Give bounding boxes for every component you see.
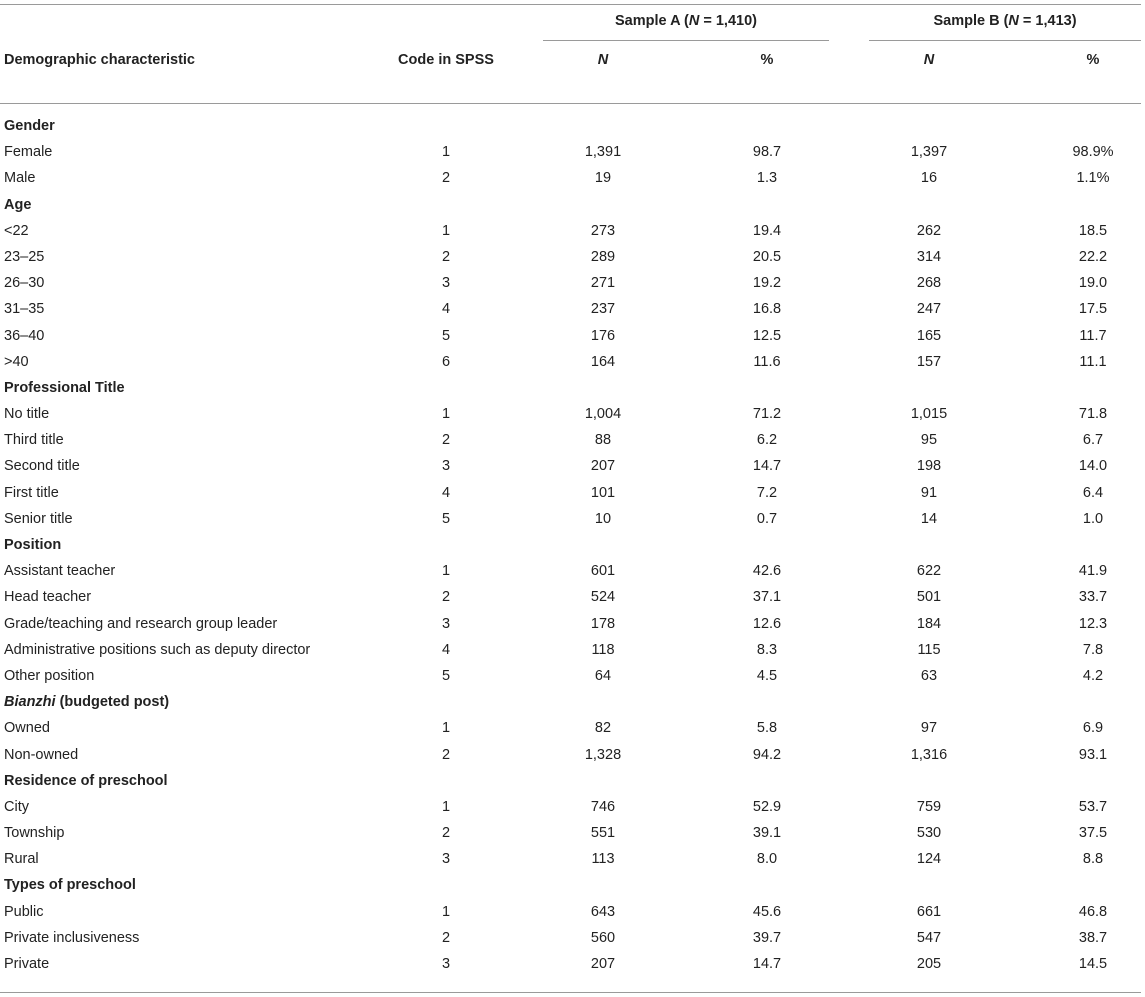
group-label: Types of preschool: [4, 877, 136, 894]
sample-a-n-cell: 164: [590, 353, 616, 370]
group-label: Gender: [4, 118, 55, 134]
sample-b-n-cell: 97: [920, 720, 938, 737]
sample-a-percent-cell: 52.9: [752, 798, 782, 815]
sample-b-percent-cell: 4.2: [1082, 667, 1104, 684]
code-cell: 1: [441, 563, 451, 580]
table-row: [0, 951, 1141, 977]
sample-b-n-cell: 1,397: [910, 144, 948, 161]
group-header-row: [0, 375, 1141, 401]
table-row: [0, 165, 1141, 191]
table-row: [0, 846, 1141, 872]
sample-b-n-cell: 91: [920, 484, 938, 501]
table-row: [0, 427, 1141, 453]
sample-a-n-cell: 19: [594, 170, 612, 187]
sample-b-percent-cell: 11.1: [1079, 353, 1107, 370]
row-label: Rural: [4, 851, 39, 868]
code-cell: 1: [441, 720, 451, 737]
group-header-row: [0, 113, 1141, 139]
table-row: [0, 453, 1141, 479]
code-column-header: Code in SPSS: [398, 52, 494, 68]
sample-a-percent-cell: 20.5: [752, 248, 782, 265]
sample-a-n-cell: 273: [590, 222, 616, 239]
sample-a-n-cell: 82: [594, 720, 612, 737]
sample-a-percent-cell: 6.2: [756, 432, 778, 449]
header-rule: [0, 103, 1141, 104]
table-row: [0, 323, 1141, 349]
code-cell: 5: [441, 327, 451, 344]
sample-b-n-cell: 198: [916, 458, 942, 475]
sample-a-n-cell: 271: [590, 275, 616, 292]
sample-a-n-cell: 560: [590, 929, 616, 946]
sample-b-percent-cell: 14.5: [1078, 956, 1108, 972]
table-row: [0, 742, 1141, 768]
sample-a-percent-cell: 0.7: [756, 510, 778, 527]
sample-a-span-rule: [543, 40, 829, 41]
row-label: Male: [4, 170, 36, 187]
sample-a-n-cell: 1,391: [584, 144, 622, 161]
sample-b-percent-cell: 93.1: [1078, 746, 1108, 763]
group-header-row: [0, 192, 1141, 218]
sample-a-n-cell: 178: [590, 615, 616, 632]
sample-a-percent-cell: 42.6: [752, 563, 782, 580]
code-cell: 2: [441, 248, 451, 265]
sample-a-n-cell: 118: [591, 641, 615, 658]
row-label: Third title: [4, 432, 64, 449]
sample-b-percent-cell: 37.5: [1078, 825, 1108, 842]
group-label: Position: [4, 537, 62, 553]
row-label: City: [4, 798, 29, 815]
code-cell: 1: [441, 798, 451, 815]
sample-a-n-cell: 113: [591, 851, 615, 868]
table-row: [0, 794, 1141, 820]
code-cell: 1: [441, 406, 451, 423]
sample-a-percent-cell: 12.5: [752, 327, 782, 344]
sample-a-n-cell: 289: [590, 248, 616, 265]
row-label: No title: [4, 406, 50, 423]
sample-b-header: Sample B (N = 1,413): [933, 13, 1077, 29]
sample-a-n-cell: 207: [590, 956, 616, 972]
sample-b-n-column-header: N: [923, 52, 935, 68]
sample-a-percent-cell: 16.8: [752, 301, 782, 318]
table-row: [0, 611, 1141, 637]
sample-b-n-cell: 262: [916, 222, 942, 239]
sample-a-percent-cell: 39.7: [752, 929, 782, 946]
sample-b-percent-cell: 38.7: [1078, 929, 1108, 946]
row-label: 23–25: [4, 248, 45, 265]
sample-a-n-cell: 524: [590, 589, 616, 606]
sample-a-percent-cell: 8.0: [756, 851, 778, 868]
row-label: Second title: [4, 458, 80, 475]
sample-a-percent-cell: 94.2: [752, 746, 782, 763]
row-label: >40: [4, 353, 29, 370]
row-label: Public: [4, 903, 44, 920]
table-row: [0, 558, 1141, 584]
sample-a-percent-cell: 45.6: [752, 903, 782, 920]
group-label: Professional Title: [4, 379, 125, 396]
table-row: [0, 270, 1141, 296]
row-label: Other position: [4, 667, 95, 684]
table-row: [0, 663, 1141, 689]
sample-a-percent-cell: 71.2: [752, 406, 782, 423]
table-row: [0, 480, 1141, 506]
code-cell: 2: [441, 589, 451, 606]
sample-b-percent-column-header: %: [1086, 52, 1100, 68]
sample-a-percent-cell: 14.7: [752, 458, 782, 475]
table-row: [0, 218, 1141, 244]
table-row: [0, 637, 1141, 663]
sample-b-n-cell: 268: [916, 275, 942, 292]
group-label-italic: Bianzhi: [4, 694, 56, 711]
code-cell: 2: [441, 432, 451, 449]
sample-a-percent-cell: 4.5: [756, 667, 778, 684]
sample-b-percent-cell: 22.2: [1078, 248, 1108, 265]
group-header-row: [0, 872, 1141, 898]
sample-b-percent-cell: 6.4: [1082, 484, 1104, 501]
sample-b-percent-cell: 8.8: [1082, 851, 1104, 868]
group-header-row: [0, 532, 1141, 558]
sample-a-percent-cell: 98.7: [752, 144, 782, 161]
code-cell: 4: [441, 301, 451, 318]
sample-b-percent-cell: 41.9: [1078, 563, 1108, 580]
top-rule: [0, 4, 1141, 5]
sample-b-percent-cell: 14.0: [1078, 458, 1108, 475]
code-cell: 6: [441, 353, 451, 370]
sample-b-n-cell: 124: [916, 851, 942, 868]
row-label: Private: [4, 956, 50, 972]
sample-b-percent-cell: 1.0: [1082, 510, 1104, 527]
sample-b-n-cell: 95: [920, 432, 938, 449]
sample-b-n-cell: 165: [916, 327, 942, 344]
sample-a-n-cell: 551: [590, 825, 616, 842]
sample-b-n-cell: 184: [916, 615, 942, 632]
sample-a-percent-cell: 12.6: [752, 615, 782, 632]
row-label: Senior title: [4, 510, 73, 527]
sample-b-percent-cell: 53.7: [1078, 798, 1108, 815]
code-cell: 3: [441, 956, 451, 972]
group-header-row: [0, 689, 1141, 715]
row-label: Township: [4, 825, 65, 842]
table-row: [0, 820, 1141, 846]
code-cell: 2: [441, 746, 451, 763]
code-cell: 4: [441, 641, 451, 658]
sample-b-n-cell: 247: [916, 301, 942, 318]
sample-a-header: Sample A (N = 1,410): [615, 13, 757, 29]
sample-b-n-cell: 16: [920, 170, 938, 187]
sample-b-n-cell: 115: [917, 641, 941, 658]
sample-b-percent-cell: 11.7: [1079, 327, 1107, 344]
sample-b-percent-cell: 46.8: [1078, 903, 1108, 920]
table-row: [0, 715, 1141, 741]
sample-a-percent-cell: 14.7: [752, 956, 782, 972]
sample-b-percent-cell: 17.5: [1078, 301, 1108, 318]
sample-a-percent-cell: 5.8: [756, 720, 778, 737]
row-label: Assistant teacher: [4, 563, 116, 580]
table-row: [0, 296, 1141, 322]
code-cell: 3: [441, 458, 451, 475]
table-row: [0, 244, 1141, 270]
sample-b-percent-cell: 12.3: [1078, 615, 1108, 632]
sample-b-percent-cell: 98.9%: [1072, 144, 1114, 161]
sample-b-percent-cell: 6.7: [1082, 432, 1104, 449]
sample-b-percent-cell: 18.5: [1078, 222, 1108, 239]
sample-b-percent-cell: 33.7: [1078, 589, 1108, 606]
sample-b-percent-cell: 1.1%: [1076, 170, 1110, 187]
group-label: Age: [4, 196, 32, 213]
row-label: Owned: [4, 720, 50, 737]
row-label: Private inclusiveness: [4, 929, 140, 946]
sample-b-n-cell: 314: [916, 248, 942, 265]
bottom-rule: [0, 992, 1141, 993]
sample-b-n-cell: 501: [916, 589, 942, 606]
code-cell: 2: [441, 825, 451, 842]
sample-a-n-cell: 237: [590, 301, 616, 318]
group-label-suffix: (budgeted post): [55, 694, 170, 711]
table-row: [0, 584, 1141, 610]
row-label: First title: [4, 484, 59, 501]
sample-a-n-cell: 207: [590, 458, 616, 475]
sample-a-n-cell: 10: [594, 510, 612, 527]
code-cell: 1: [441, 903, 451, 920]
sample-a-n-cell: 88: [594, 432, 612, 449]
table-row: [0, 349, 1141, 375]
sample-a-n-cell: 101: [590, 484, 616, 501]
sample-b-n-cell: 1,316: [910, 746, 948, 763]
sample-b-percent-cell: 6.9: [1082, 720, 1104, 737]
row-label: Administrative positions such as deputy director: [4, 641, 311, 658]
sample-b-n-cell: 547: [916, 929, 942, 946]
row-label: <22: [4, 222, 29, 239]
table-row: [0, 925, 1141, 951]
code-cell: 1: [441, 144, 451, 161]
row-label: 36–40: [4, 327, 45, 344]
sample-a-percent-cell: 7.2: [756, 484, 778, 501]
table-body: [0, 113, 1141, 977]
sample-b-n-cell: 1,015: [910, 406, 948, 423]
code-cell: 3: [441, 851, 451, 868]
sample-b-n-cell: 205: [916, 956, 942, 972]
row-label: Head teacher: [4, 589, 92, 606]
row-label: 31–35: [4, 301, 45, 318]
row-label: Female: [4, 144, 53, 161]
sample-a-percent-cell: 37.1: [752, 589, 782, 606]
code-cell: 1: [441, 222, 451, 239]
group-label: Residence of preschool: [4, 772, 168, 789]
code-cell: 3: [441, 275, 451, 292]
sample-b-percent-cell: 19.0: [1078, 275, 1108, 292]
sample-a-percent-cell: 11.6: [753, 353, 781, 370]
row-label: Non-owned: [4, 746, 79, 763]
table-row: [0, 899, 1141, 925]
sample-a-percent-cell: 1.3: [756, 170, 778, 187]
sample-a-n-cell: 746: [590, 798, 616, 815]
sample-a-n-cell: 1,328: [584, 746, 622, 763]
sample-a-n-column-header: N: [597, 52, 609, 68]
sample-a-n-cell: 176: [590, 327, 616, 344]
code-cell: 5: [441, 667, 451, 684]
code-cell: 2: [441, 929, 451, 946]
sample-b-percent-cell: 71.8: [1078, 406, 1108, 423]
sample-a-n-cell: 64: [594, 667, 612, 684]
table-row: [0, 401, 1141, 427]
code-cell: 4: [441, 484, 451, 501]
sample-a-n-cell: 601: [590, 563, 616, 580]
sample-a-percent-cell: 39.1: [752, 825, 782, 842]
sample-a-percent-column-header: %: [760, 52, 774, 68]
row-label: Grade/teaching and research group leader: [4, 615, 278, 632]
sample-a-percent-cell: 8.3: [756, 641, 778, 658]
code-cell: 3: [441, 615, 451, 632]
sample-b-n-cell: 661: [916, 903, 942, 920]
sample-b-n-cell: 14: [920, 510, 938, 527]
code-cell: 2: [441, 170, 451, 187]
sample-b-n-cell: 759: [916, 798, 942, 815]
group-label: [4, 689, 169, 715]
sample-b-n-cell: 63: [920, 667, 938, 684]
sample-b-n-cell: 622: [916, 563, 942, 580]
sample-b-span-rule: [869, 40, 1141, 41]
sample-b-n-cell: 530: [916, 825, 942, 842]
sample-a-percent-cell: 19.2: [752, 275, 782, 292]
sample-b-n-cell: 157: [916, 353, 942, 370]
group-header-row: [0, 768, 1141, 794]
code-cell: 5: [441, 510, 451, 527]
table-row: [0, 139, 1141, 165]
row-label: 26–30: [4, 275, 45, 292]
table-row: [0, 506, 1141, 532]
sample-b-percent-cell: 7.8: [1082, 641, 1104, 658]
sample-a-percent-cell: 19.4: [752, 222, 782, 239]
sample-a-n-cell: 1,004: [584, 406, 622, 423]
sample-a-n-cell: 643: [590, 903, 616, 920]
characteristic-column-header: Demographic characteristic: [4, 52, 195, 68]
